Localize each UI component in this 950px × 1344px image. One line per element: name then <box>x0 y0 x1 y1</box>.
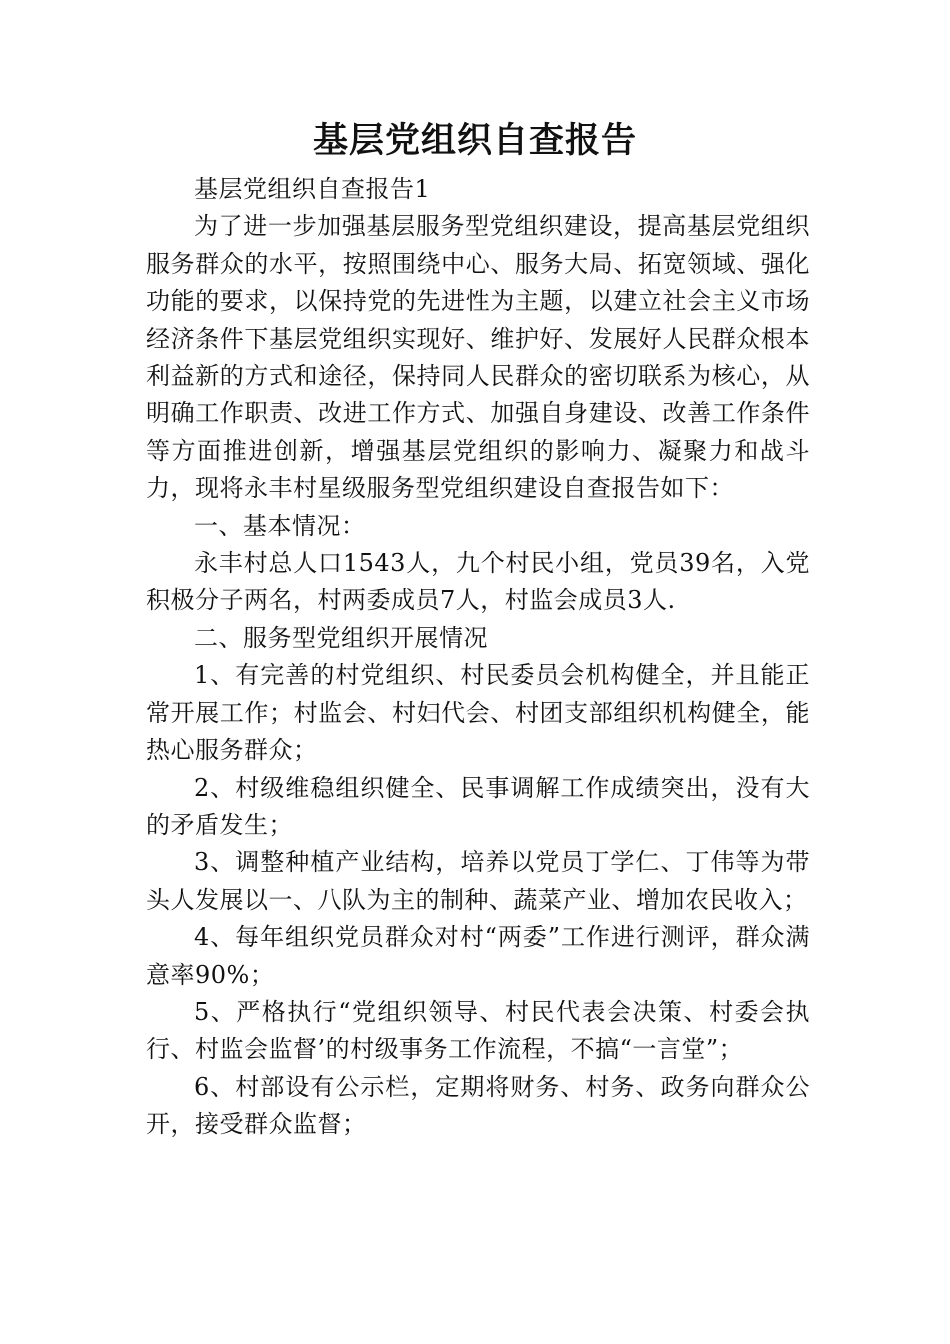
list-item-2: 2、村级维稳组织健全、民事调解工作成绩突出，没有大的矛盾发生； <box>146 773 810 839</box>
list-item-6: 6、村部设有公示栏，定期将财务、村务、政务向群众公开，接受群众监督； <box>146 1072 810 1139</box>
section-heading-basic: 一、基本情况： <box>194 511 366 540</box>
document-title: 基层党组织自查报告 <box>312 121 637 161</box>
basic-info-paragraph: 永丰村总人口1543人，九个村民小组，党员39名，入党积极分子两名，村两委成员7人，村监会成员3人. <box>146 549 810 615</box>
intro-paragraph: 为了进一步加强基层服务型党组织建设，提高基层党组织服务群众的水平，按照围绕中心、服务大局、拓宽领域、强化功能的要求，以保持党的先进性为主题，以建立社会主义市场经济条件下基层党组织实现好、维护好、发展好人民群众根本利益新的方式和途径，保持同人民群众的密切联系为核心，从明确工作职责、改进工作方式、加强自身建设、改善工作条件等方面推进创新，增强基层党组织的影响力、凝聚力和战斗力，现将永丰村星级服务型党组织建设自查报告如下： <box>146 212 810 503</box>
subtitle-paragraph: 基层党组织自查报告1 <box>194 175 431 203</box>
list-item-3: 3、调整种植产业结构，培养以党员丁学仁、丁伟等为带头人发展以一、八队为主的制种、蔬菜产业、增加农民收入； <box>146 848 810 914</box>
list-item-1: 1、有完善的村党组织、村民委员会机构健全，并且能正常开展工作；村监会、村妇代会、村团支部组织机构健全，能热心服务群众； <box>146 661 810 765</box>
list-item-4: 4、每年组织党员群众对村“两委”工作进行测评，群众满意率90%； <box>146 923 810 989</box>
section-heading-service: 二、服务型党组织开展情况 <box>194 623 488 652</box>
list-item-5: 5、严格执行“党组织领导、村民代表会决策、村委会执行、村监会监督’的村级事务工作流程，不搞“一言堂”； <box>146 997 810 1064</box>
document-body <box>146 171 810 1144</box>
